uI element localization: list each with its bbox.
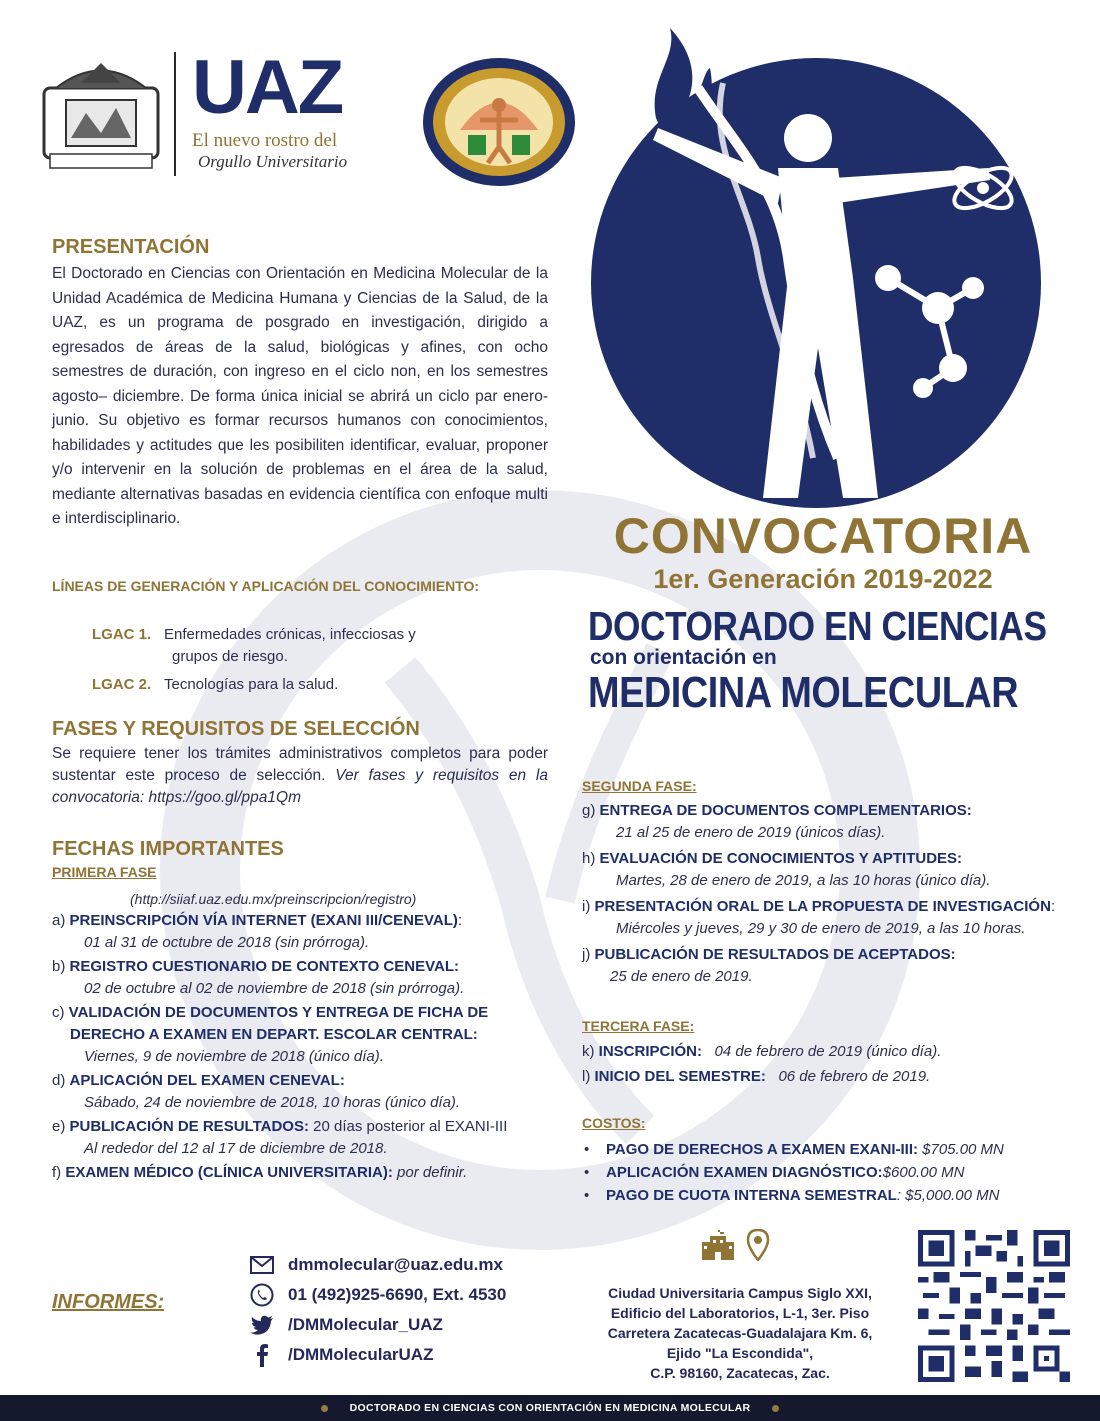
- fecha-date-d: Sábado, 24 de noviembre de 2018, 10 horas (único día).: [84, 1094, 461, 1111]
- phone-icon: [250, 1283, 274, 1307]
- footer-dot: [321, 1405, 328, 1412]
- doctorado-title: DOCTORADO EN CIENCIAS: [588, 603, 1047, 649]
- fase2-date-j: 25 de enero de 2019.: [610, 968, 753, 985]
- item-date: 06 de febrero de 2019.: [778, 1068, 931, 1085]
- uaz-tagline-2: Orgullo Universitario: [198, 152, 348, 171]
- fecha-item-f: [52, 1162, 552, 1184]
- contact-facebook[interactable]: /DMMolecularUAZ: [288, 1345, 434, 1364]
- fase3-item-k: [582, 1041, 1082, 1063]
- item-letter: g): [582, 802, 596, 819]
- costo-label: PAGO DE CUOTA INTERNA SEMESTRAL: [606, 1187, 897, 1204]
- costo-amount: $600.00 MN: [882, 1164, 965, 1181]
- fases-title: FASES Y REQUISITOS DE SELECCIÓN: [52, 718, 420, 740]
- item-suffix: 20 días posterior al EXANI-III: [308, 1118, 508, 1135]
- logo-divider: [174, 52, 176, 176]
- item-label: PREINSCRIPCIÓN VÍA INTERNET (EXANI III/CENEVAL): [69, 912, 458, 929]
- uaz-tagline-1: El nuevo rostro del: [192, 130, 338, 151]
- item-label: PRESENTACIÓN ORAL DE LA PROPUESTA DE INVESTIGACIÓN: [594, 898, 1051, 915]
- item-suffix: :: [1050, 898, 1056, 915]
- item-letter: l): [582, 1068, 591, 1085]
- item-label: EVALUACIÓN DE CONOCIMIENTOS Y APTITUDES:: [599, 850, 963, 867]
- item-label: VALIDACIÓN DE DOCUMENTOS Y ENTREGA DE FICHA DE: [68, 1004, 489, 1021]
- lgac-item-2: [92, 674, 512, 696]
- contact-twitter-row[interactable]: [250, 1310, 570, 1340]
- lgac-code: LGAC 1.: [92, 626, 152, 643]
- address-line: Carretera Zacatecas-Guadalajara Km. 6,: [607, 1325, 873, 1341]
- lgac-text-cont: grupos de riesgo.: [172, 648, 288, 665]
- contact-list: [250, 1250, 570, 1370]
- segunda-fase-title: SEGUNDA FASE:: [582, 778, 697, 794]
- fase3-item-l: [582, 1066, 1082, 1088]
- item-letter: c): [52, 1004, 65, 1021]
- contact-email[interactable]: dmmolecular@uaz.edu.mx: [288, 1255, 503, 1274]
- contact-phone[interactable]: 01 (492)925-6690, Ext. 4530: [288, 1285, 507, 1304]
- generacion-line: 1er. Generación 2019-2022: [653, 564, 993, 594]
- lgac-code: LGAC 2.: [92, 676, 152, 693]
- item-letter: i): [582, 898, 591, 915]
- hero-molecular-figure: [578, 28, 1058, 518]
- presentacion-text: El Doctorado en Ciencias con Orientación en Medicina Molecular de la Unidad Académica de Medicina Humana y Ciencias de la Salud, de la UAZ, es un programa de posgrado en investigación, dirigido a egresados de áreas de la salud, biológicas y afines, con ocho semestres de duración, con ingreso en el ciclo non, en los semestres agosto– diciembre. De forma única inicial se abrirá un ciclo par enero-junio. Su objetivo es formar recursos humanos con conocimientos, habilidades y actitudes que les posibiliten identificar, evaluar, proponer y/o intervenir en la solución de problemas en el área de la salud, mediante alternativas basadas en evidencia científica con enfoque multi e interdisciplinario.: [52, 265, 548, 527]
- address-line: Edificio del Laboratorios, L-1, 3er. Piso: [610, 1305, 870, 1321]
- address-block: [570, 1283, 910, 1383]
- fecha-item-a: [52, 910, 552, 932]
- segunda-fase-list: [582, 800, 1082, 988]
- fase2-item-h: [582, 848, 1082, 870]
- item-label: EXAMEN MÉDICO (CLÍNICA UNIVERSITARIA):: [65, 1164, 393, 1181]
- fecha-date-c: Viernes, 9 de noviembre de 2018 (único día).: [84, 1048, 384, 1065]
- fecha-item-c: [52, 1002, 552, 1024]
- item-suffix: :: [457, 912, 463, 929]
- costo-item: • PAGO DE DERECHOS A EXAMEN EXANI-III: $705.00 MN: [584, 1141, 1004, 1158]
- item-label: APLICACIÓN DEL EXAMEN CENEVAL:: [69, 1072, 345, 1089]
- program-title-block: [588, 604, 1068, 718]
- qr-code[interactable]: [918, 1230, 1070, 1382]
- fase2-date-i: Miércoles y jueves, 29 y 30 de enero de 2019, a las 10 horas.: [616, 920, 1026, 937]
- costo-label: PAGO DE DERECHOS A EXAMEN EXANI-III:: [606, 1141, 918, 1158]
- fase2-date-h: Martes, 28 de enero de 2019, a las 10 horas (único día).: [616, 872, 991, 889]
- costo-amount: : $5,000.00 MN: [896, 1187, 1000, 1204]
- item-letter: f): [52, 1164, 62, 1181]
- twitter-icon: [250, 1315, 274, 1335]
- costo-item: • APLICACIÓN EXAMEN DIAGNÓSTICO:$600.00 MN: [584, 1164, 965, 1181]
- uaz-seal-logo: [36, 58, 166, 173]
- location-pin-icon: [746, 1229, 770, 1261]
- address-line: Ejido "La Escondida",: [666, 1345, 814, 1361]
- envelope-icon: [250, 1256, 274, 1274]
- fechas-title: FECHAS IMPORTANTES: [52, 838, 284, 860]
- footer-text: DOCTORADO EN CIENCIAS CON ORIENTACIÓN EN MEDICINA MOLECULAR: [349, 1402, 751, 1414]
- uaz-wordmark: [192, 45, 382, 180]
- address-line: C.P. 98160, Zacatecas, Zac.: [650, 1365, 830, 1381]
- item-letter: h): [582, 850, 596, 867]
- costos-title: COSTOS:: [582, 1115, 646, 1131]
- fecha-item-d: [52, 1070, 552, 1092]
- primera-fase-list: [52, 910, 552, 1184]
- facebook-icon: [250, 1343, 274, 1367]
- lgac-text: Tecnologías para la salud.: [164, 676, 339, 693]
- medicina-title: MEDICINA MOLECULAR: [588, 668, 1019, 717]
- item-label: INSCRIPCIÓN:: [598, 1043, 703, 1060]
- item-letter: b): [52, 958, 66, 975]
- lgac-list: [92, 624, 512, 696]
- primera-fase-title: PRIMERA FASE: [52, 864, 157, 880]
- informes-label: INFORMES:: [52, 1291, 165, 1313]
- lgac-text: Enfermedades crónicas, infecciosas y: [164, 626, 416, 643]
- item-letter: d): [52, 1072, 66, 1089]
- tercera-fase-list: [582, 1041, 1082, 1088]
- costo-item: • PAGO DE CUOTA INTERNA SEMESTRAL: $5,000.00 MN: [584, 1187, 1000, 1204]
- fases-text-normal: Se requiere tener los trámites administrativos completos para poder sustentar este proceso de selección.: [52, 745, 548, 784]
- contact-twitter[interactable]: /DMMolecular_UAZ: [288, 1315, 443, 1334]
- footer-dot: [772, 1405, 779, 1412]
- contact-phone-row[interactable]: [250, 1280, 570, 1310]
- item-label: PUBLICACIÓN DE RESULTADOS:: [69, 1118, 309, 1135]
- orientacion-subtitle: con orientación en: [590, 646, 777, 669]
- fase2-item-g: [582, 800, 1082, 822]
- lgac-item-1: [92, 624, 512, 646]
- medicina-humana-seal: [420, 55, 578, 190]
- contact-email-row[interactable]: [250, 1250, 570, 1280]
- item-label: INICIO DEL SEMESTRE:: [594, 1068, 766, 1085]
- fecha-date-a: 01 al 31 de octubre de 2018 (sin prórroga).: [84, 934, 370, 951]
- item-label: ENTREGA DE DOCUMENTOS COMPLEMENTARIOS:: [599, 802, 972, 819]
- fecha-date-b: 02 de octubre al 02 de noviembre de 2018 (sin prórroga).: [84, 980, 465, 997]
- fecha-item-b: [52, 956, 552, 978]
- costos-list: [584, 1138, 1084, 1207]
- lineas-title: LÍNEAS DE GENERACIÓN Y APLICACIÓN DEL CONOCIMIENTO:: [52, 578, 480, 594]
- fases-text: [52, 743, 548, 809]
- fases-link-text: Ver fases y requisitos en la convocatoria: https://goo.gl/ppa1Qm: [52, 767, 548, 806]
- contact-facebook-row[interactable]: [250, 1340, 570, 1370]
- presentacion-title: PRESENTACIÓN: [52, 236, 210, 258]
- costo-label: APLICACIÓN EXAMEN DIAGNÓSTICO:: [606, 1164, 883, 1181]
- tercera-fase-title: TERCERA FASE:: [582, 1018, 695, 1034]
- item-label: REGISTRO CUESTIONARIO DE CONTEXTO CENEVAL:: [69, 958, 459, 975]
- item-date-inline: por definir.: [397, 1164, 468, 1181]
- item-letter: k): [582, 1043, 595, 1060]
- address-line: Ciudad Universitaria Campus Siglo XXI,: [608, 1285, 872, 1301]
- preinscripcion-url: (http://siiaf.uaz.edu.mx/preinscripcion/registro): [130, 891, 417, 907]
- convocatoria-word: CONVOCATORIA: [613, 508, 1033, 564]
- item-letter: e): [52, 1118, 66, 1135]
- fase2-item-j: [582, 944, 1082, 966]
- item-letter: a): [52, 912, 66, 929]
- item-date: 04 de febrero de 2019 (único día).: [714, 1043, 942, 1060]
- fecha-item-c-cont: [52, 1024, 552, 1046]
- fecha-item-e: [52, 1116, 552, 1138]
- footer-bar: [0, 1395, 1100, 1421]
- building-icon: [700, 1228, 736, 1262]
- item-letter: j): [582, 946, 591, 963]
- costo-amount: $705.00 MN: [922, 1141, 1004, 1158]
- fase2-item-i: [582, 896, 1082, 918]
- item-label: PUBLICACIÓN DE RESULTADOS DE ACEPTADOS:: [594, 946, 956, 963]
- fecha-date-e: Al rededor del 12 al 17 de diciembre de 2018.: [84, 1140, 388, 1157]
- convocatoria-block: [578, 508, 1068, 594]
- uaz-word: UAZ: [192, 45, 343, 130]
- item-label: DERECHO A EXAMEN EN DEPART. ESCOLAR CENTRAL:: [70, 1026, 478, 1043]
- fase2-date-g: 21 al 25 de enero de 2019 (únicos días).: [616, 824, 886, 841]
